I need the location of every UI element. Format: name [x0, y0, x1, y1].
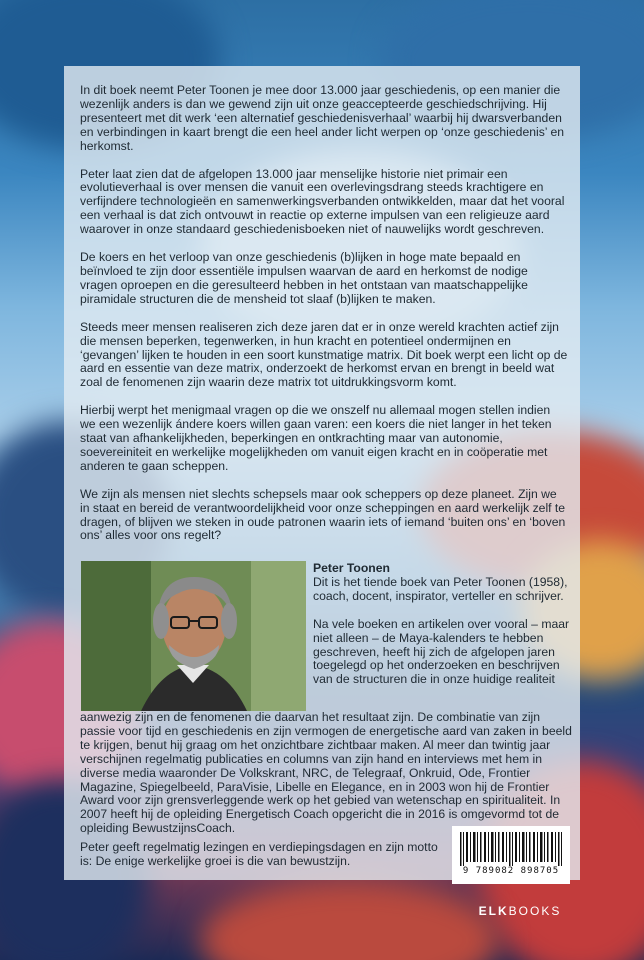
- author-name: Peter Toonen: [313, 561, 390, 575]
- publisher-logo: [470, 904, 570, 918]
- closing-text: Peter geeft regelmatig lezingen en verdiepingsdagen en zijn motto is: De enige werkelijke groei is die van bewustzijn.: [80, 840, 438, 868]
- paint-blob: [200, 880, 500, 960]
- paragraph: Steeds meer mensen realiseren zich deze jaren dat er in onze wereld krachten actief zijn die mensen beperken, tegenwerken, in hun kracht en potentieel ondermijnen en ‘gevangen’ lijken te houden in een soort kunstmatige matrix. Dit boek werpt een licht op de aard en essentie van deze matrix, onderzoekt de herkomst ervan en brengt in beeld wat zoal de fenomenen zijn waarin deze matrix tot uitdrukkingsvorm komt.: [80, 319, 568, 390]
- author-photo: [81, 561, 306, 711]
- paragraph: Hierbij werpt het menigmaal vragen op die we onszelf nu allemaal mogen stellen indien we een wezenlijk ándere koers willen gaan varen: een koers die niet langer in het teken staat van afhankelijkheden, beperkingen en ontkrachting maar van autonomie, soevereiniteit en werkelijke mogelijkheden om vanuit eigen kracht en in coöperatie met anderen te gaan scheppen.: [80, 403, 552, 473]
- author-bio-side: Na vele boeken en artikelen over vooral – maar niet alleen – de Maya-kalenders te hebben geschreven, heeft hij zich de afgelopen jaren toegelegd op het onderzoeken en beschrijven van de structuren die in onze huidige realiteit: [313, 616, 570, 687]
- paragraph: Peter laat zien dat de afgelopen 13.000 jaar menselijke historie niet primair een evolutieverhaal is over mensen die vanuit een overlevingsdrang steeds krachtigere en verfijndere technologieën en samenwerkingsverbanden ontwikkelden, maar dat het vooral een verhaal is dat zich ontvouwt in reactie op externe impulsen van een religieuze aard waarover in onze standaard geschiedenisboeken niet of nauwelijks wordt geschreven.: [80, 166, 565, 237]
- author-intro-text: Dit is het tiende boek van Peter Toonen (1958), coach, docent, inspirator, verteller en schrijver.: [313, 574, 568, 603]
- isbn-barcode: [452, 826, 570, 884]
- paragraph: In dit boek neemt Peter Toonen je mee door 13.000 jaar geschiedenis, op een manier die wezenlijk anders is dan we gewend zijn uit onze geaccepteerde geschiedschrijving. Hij presenteert met dit werk ‘een alternatief geschiedenisverhaal’ waarbij hij dwarsverbanden en verbindingen in kaart brengt die een heel ander licht werpen op ‘onze geschiedenis’ en herkomst.: [80, 83, 564, 153]
- barcode-bars: [458, 832, 564, 866]
- author-portrait: [81, 561, 306, 711]
- paragraph: De koers en het verloop van onze geschiedenis (b)lijken in hoge mate bepaald en beïnvloed te zijn door essentiële impulsen waarvan de aard en herkomst de nodige vragen oproepen en die geresulteerd hebben in het ontstaan van maatschappelijke piramidale structuren die de mensheid tot slaaf (b)lijken te maken.: [80, 250, 528, 306]
- author-intro: [313, 562, 573, 604]
- isbn-number: 9 789082 898705: [462, 866, 560, 876]
- publisher-logo-part2: BOOKS: [508, 904, 562, 918]
- author-bio-continued: aanwezig zijn en de fenomenen die daarvan het resultaat zijn. De combinatie van zijn passie voor tijd en geschiedenis en zijn vermogen de energetische aard van zaken in beeld te krijgen, benut hij graag om het onzichtbare zichtbaar maken. Al meer dan twintig jaar verschijnen regelmatig publicaties en columns van zijn hand en interviews met hem in diverse media waaronder De Volkskrant, NRC, de Telegraaf, Onkruid, Ode, Frontier Magazine, Spiegelbeeld, ParaVisie, Libelle en Elegance, en in 2003 won hij de Frontier Award voor zijn grensverleggende werk op het gebied van wetenschap en spiritualiteit. In 2007 heeft hij de opleiding Energetisch Coach opgericht die in 2016 is omgevormd tot de opleiding BewustzijnsCoach.: [80, 710, 572, 836]
- author-side-text: [313, 562, 573, 701]
- publisher-logo-part1: ELK: [478, 904, 509, 918]
- paragraph: We zijn als mensen niet slechts schepsels maar ook scheppers op deze planeet. Zijn we in staat en bereid de verantwoordelijkheid voor onze scheppingen en aard werkelijk zelf te dragen, of blijven we steken in oude patronen waarin iets of iemand ‘buiten ons’ en ‘boven ons’ alles voor ons regelt?: [80, 486, 566, 543]
- blurb-text: [80, 84, 568, 557]
